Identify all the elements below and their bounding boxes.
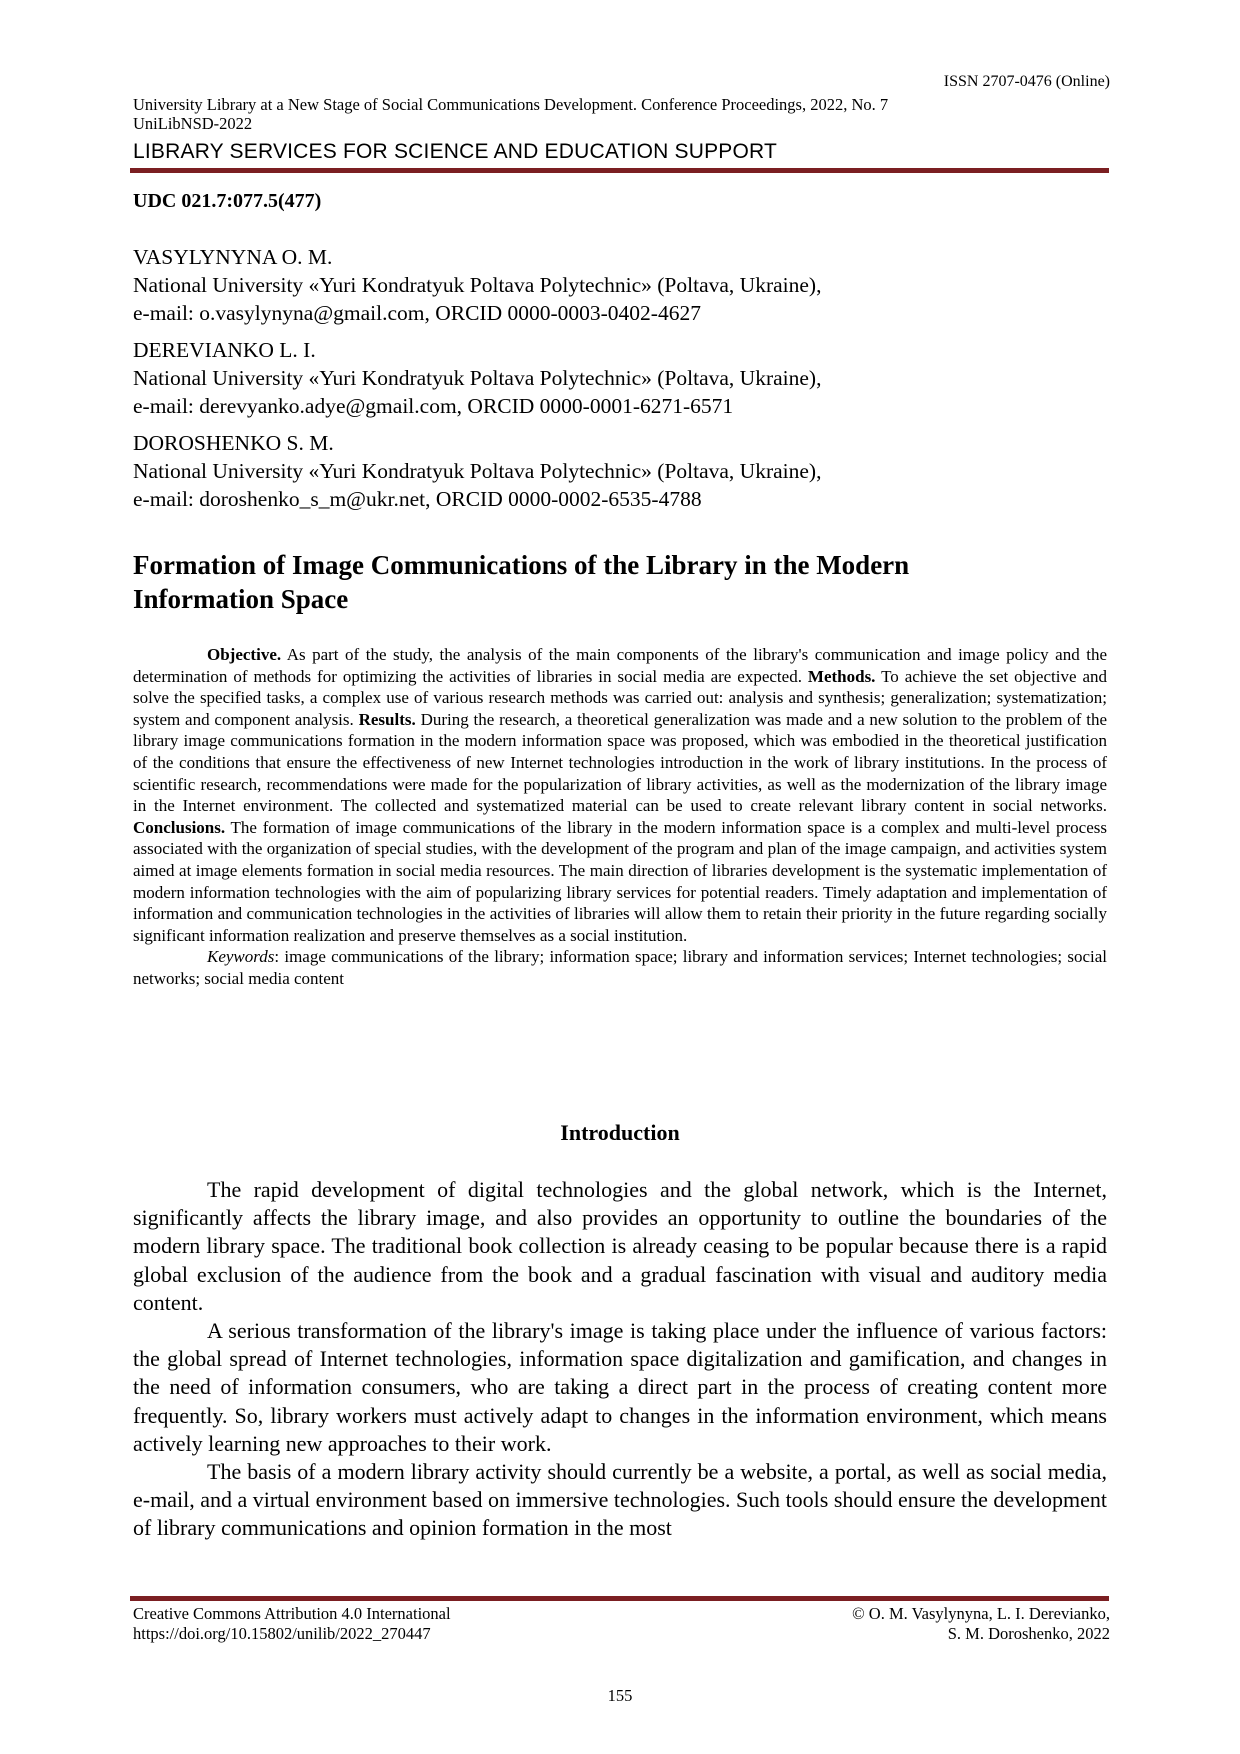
author-block: [133, 243, 1113, 327]
keywords-paragraph: [133, 946, 1107, 989]
keywords-text: : image communications of the library; information space; library and information services; Internet technologies; social networks; social media content: [133, 947, 1107, 988]
conference-line-2: UniLibNSD-2022: [133, 114, 253, 133]
conference-info: [133, 95, 1113, 133]
author-name: DEREVIANKO L. I.: [133, 338, 316, 362]
conclusions-text: The formation of image communications of the library in the modern information space is a complex and multi-level process associated with the organization of special studies, with the development of the program and plan of the image campaign, and activities system aimed at image elements formation in social media resources. The main direction of libraries development is the systematic implementation of modern information technologies with the aim of popularizing library services for potential readers. Timely adaptation and implementation of information and communication technologies in the activities of libraries will allow them to retain their priority in the future regarding socially significant information realization and preserve themselves as a social institution.: [133, 817, 1107, 945]
body-paragraph: The rapid development of digital technologies and the global network, which is the Internet, significantly affects the library image, and also provides an opportunity to outline the boundaries of the modern library space. The traditional book collection is already ceasing to be popular because there is a rapid global exclusion of the audience from the book and a gradual fascination with visual and auditory media content.: [133, 1177, 1107, 1315]
section-title: LIBRARY SERVICES FOR SCIENCE AND EDUCATION SUPPORT: [133, 140, 778, 163]
results-label: Results.: [358, 709, 416, 729]
author-name: VASYLYNYNA O. M.: [133, 245, 333, 269]
footer-left: [133, 1604, 451, 1644]
page-number: 155: [607, 1686, 633, 1705]
udc-code: UDC 021.7:077.5(477): [133, 190, 322, 212]
author-block: [133, 336, 1113, 420]
author-affiliation: National University «Yuri Kondratyuk Poltava Polytechnic» (Poltava, Ukraine),: [133, 273, 822, 297]
objective-label: Objective.: [207, 645, 282, 664]
author-affiliation: National University «Yuri Kondratyuk Poltava Polytechnic» (Poltava, Ukraine),: [133, 366, 822, 390]
article-title-line-2: Information Space: [133, 584, 349, 614]
copyright-line-1: © O. M. Vasylynyna, L. I. Derevianko,: [852, 1604, 1110, 1623]
author-name: DOROSHENKO S. M.: [133, 431, 334, 455]
body-paragraph: A serious transformation of the library's image is taking place under the influence of various factors: the global spread of Internet technologies, information space digitalization and gamification, and changes in the need of information consumers, who are taking a direct part in the process of creating content more frequently. So, library workers must actively adapt to changes in the information environment, which means actively learning new approaches to their work.: [133, 1318, 1107, 1456]
footer-right: [852, 1604, 1110, 1644]
copyright-line-2: S. M. Doroshenko, 2022: [947, 1624, 1110, 1643]
methods-text: To achieve the set objective and solve the specified tasks, a complex use of various research methods was carried out: analysis and synthesis; generalization; systematization; system and component analysis.: [133, 666, 1107, 729]
body-paragraph: The basis of a modern library activity should currently be a website, a portal, as well as social media, e-mail, and a virtual environment based on immersive technologies. Such tools should ensure the development of library communications and opinion formation in the most: [133, 1459, 1107, 1541]
author-contact: e-mail: o.vasylynyna@gmail.com, ORCID 0000-0003-0402-4627: [133, 301, 701, 325]
author-list: [133, 243, 1113, 522]
conference-line-1: University Library at a New Stage of Social Communications Development. Conference Proceedings, 2022, No. 7: [133, 95, 889, 114]
introduction-body: [133, 1176, 1107, 1543]
issn: ISSN 2707-0476 (Online): [943, 73, 1110, 90]
abstract: [133, 644, 1107, 990]
results-text: During the research, a theoretical generalization was made and a new solution to the problem of the library image communications formation in the modern information space was proposed, which was embodied in the theoretical justification of the conditions that ensure the effectiveness of new Internet technologies introduction in the work of library institutions. In the process of scientific research, recommendations were made for the popularization of library activities, as well as the modernization of the library image in the Internet environment. The collected and systematized material can be used to create relevant library content in social networks.: [133, 709, 1107, 816]
author-block: [133, 429, 1113, 513]
keywords-label: Keywords: [207, 947, 275, 967]
license-text: Creative Commons Attribution 4.0 International: [133, 1604, 451, 1623]
footer-divider: [130, 1596, 1109, 1601]
header-divider: [130, 168, 1109, 173]
introduction-heading: Introduction: [560, 1120, 680, 1145]
conclusions-label: Conclusions.: [133, 817, 226, 837]
article-title: [133, 548, 1093, 616]
methods-label: Methods.: [807, 666, 876, 686]
article-title-line-1: Formation of Image Communications of the Library in the Modern: [133, 550, 910, 580]
author-contact: e-mail: doroshenko_s_m@ukr.net, ORCID 0000-0002-6535-4788: [133, 487, 702, 511]
author-contact: e-mail: derevyanko.adye@gmail.com, ORCID 0000-0001-6271-6571: [133, 394, 734, 418]
abstract-paragraph: [133, 644, 1107, 946]
objective-text: As part of the study, the analysis of the main components of the library's communication and image policy and the determination of methods for optimizing the activities of libraries in social media are expected.: [133, 645, 1107, 686]
author-affiliation: National University «Yuri Kondratyuk Poltava Polytechnic» (Poltava, Ukraine),: [133, 459, 822, 483]
doi-link[interactable]: https://doi.org/10.15802/unilib/2022_270447: [133, 1624, 431, 1643]
